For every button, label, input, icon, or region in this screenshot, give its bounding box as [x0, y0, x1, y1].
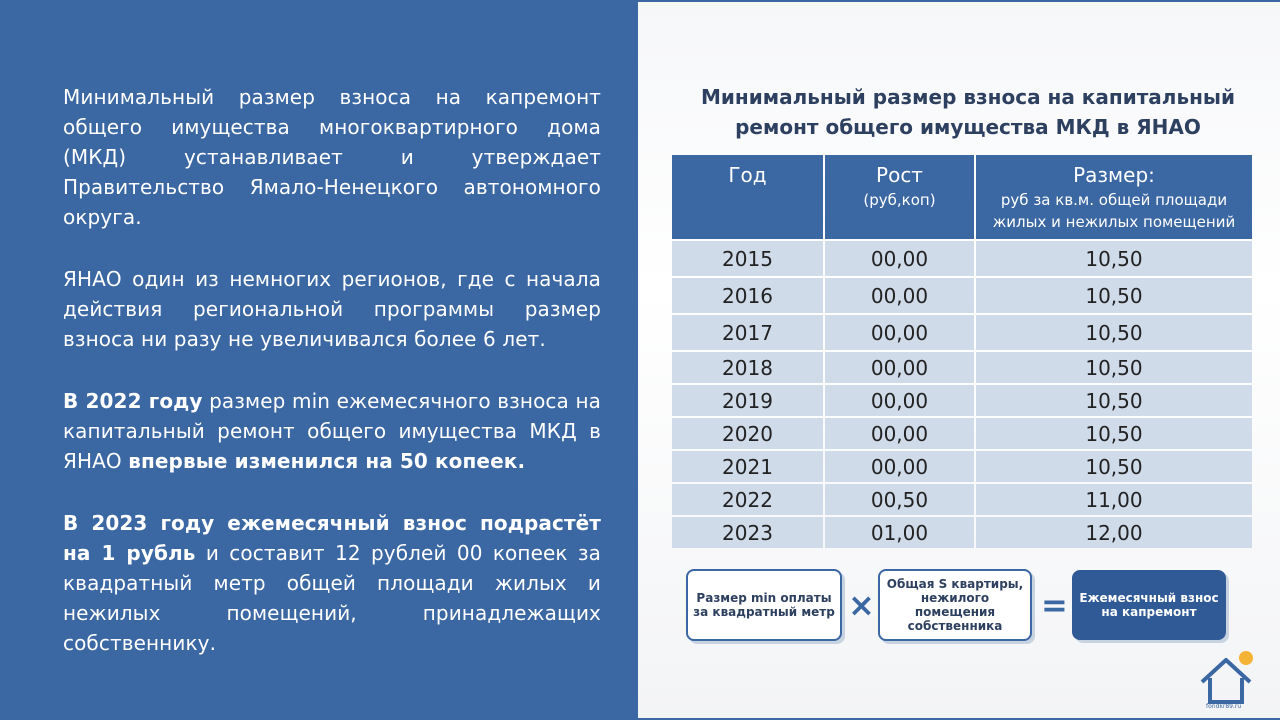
cell-growth: 00,00 — [825, 241, 974, 276]
right-panel — [638, 2, 1280, 718]
table-row — [672, 278, 1252, 313]
table-row — [672, 451, 1252, 482]
header-year-label: Год — [728, 163, 767, 187]
paragraph-2022 — [63, 386, 601, 476]
multiply-sign: × — [848, 586, 875, 624]
table-row — [672, 385, 1252, 416]
cell-year: 2018 — [672, 352, 823, 383]
cell-size: 12,00 — [976, 517, 1252, 548]
cell-size: 10,50 — [976, 418, 1252, 449]
table-title: Минимальный размер взноса на капитальный ремонт общего имущества МКД в ЯНАО — [700, 85, 1236, 139]
left-panel — [0, 0, 638, 720]
logo-caption: fondkr89.ru — [1206, 703, 1242, 710]
table-row — [672, 352, 1252, 383]
cell-growth: 00,00 — [825, 451, 974, 482]
left-text-block — [63, 82, 601, 690]
cell-year: 2020 — [672, 418, 823, 449]
cell-growth: 00,00 — [825, 278, 974, 313]
header-growth-sub: (руб,коп) — [863, 191, 936, 209]
text-2023: и составит 12 рублей 00 копеек за квадратный метр общей площади жилых и нежилых помещений, принадлежащих собственнику. — [63, 541, 601, 655]
cell-growth-highlight: 01,00 — [825, 517, 974, 548]
cell-growth: 00,00 — [825, 418, 974, 449]
bold-2022: В 2022 году — [63, 389, 203, 413]
header-growth-label: Рост — [876, 163, 923, 187]
paragraph-2023 — [63, 508, 601, 658]
table-row — [672, 418, 1252, 449]
cell-size: 10,50 — [976, 278, 1252, 313]
formula-box-area: Общая S квартиры, нежилого помещения собственника — [878, 569, 1032, 641]
cell-growth: 00,00 — [825, 352, 974, 383]
cell-year: 2016 — [672, 278, 823, 313]
cell-size: 10,50 — [976, 352, 1252, 383]
header-growth — [825, 155, 974, 239]
table-header-row — [672, 155, 1252, 239]
cell-year: 2022 — [672, 484, 823, 515]
formula-box-result: Ежемесячный взнос на капремонт — [1072, 570, 1226, 640]
cell-growth: 00,00 — [825, 385, 974, 416]
paragraph-region-note: ЯНАО один из немногих регионов, где с начала действия региональной программы размер взноса ни разу не увеличивался более 6 лет. — [63, 267, 601, 351]
cell-year: 2019 — [672, 385, 823, 416]
formula-box-rate: Размер min оплаты за квадратный метр — [686, 569, 842, 641]
cell-year: 2015 — [672, 241, 823, 276]
fee-table — [670, 153, 1254, 550]
table-row — [672, 517, 1252, 548]
cell-year: 2017 — [672, 315, 823, 350]
header-size-label: Размер: — [1073, 163, 1155, 187]
bold-2023: В 2023 году ежемесячный взнос подрастёт на 1 рубль — [63, 511, 601, 565]
cell-size: 10,50 — [976, 241, 1252, 276]
text-2022: размер min ежемесячного взноса на капитальный ремонт общего имущества МКД в ЯНАО — [63, 389, 601, 473]
header-size-sub: руб за кв.м. общей площади жилых и нежилых помещений — [992, 191, 1236, 231]
paragraph-intro: Минимальный размер взноса на капремонт общего имущества многоквартирного дома (МКД) устанавливает и утверждает Правительство Ямало-Ненецкого автономного округа. — [63, 85, 601, 229]
table-row — [672, 484, 1252, 515]
cell-growth: 00,00 — [825, 315, 974, 350]
table-row — [672, 241, 1252, 276]
cell-size: 10,50 — [976, 451, 1252, 482]
cell-size: 11,00 — [976, 484, 1252, 515]
cell-growth-highlight: 00,50 — [825, 484, 974, 515]
cell-size: 10,50 — [976, 385, 1252, 416]
cell-year: 2023 — [672, 517, 823, 548]
cell-size: 10,50 — [976, 315, 1252, 350]
cell-year: 2021 — [672, 451, 823, 482]
equals-sign: = — [1041, 586, 1068, 624]
bold-50-kopecks: впервые изменился на 50 копеек. — [128, 449, 526, 473]
header-year — [672, 155, 823, 239]
header-size — [976, 155, 1252, 239]
table-row — [672, 315, 1252, 350]
